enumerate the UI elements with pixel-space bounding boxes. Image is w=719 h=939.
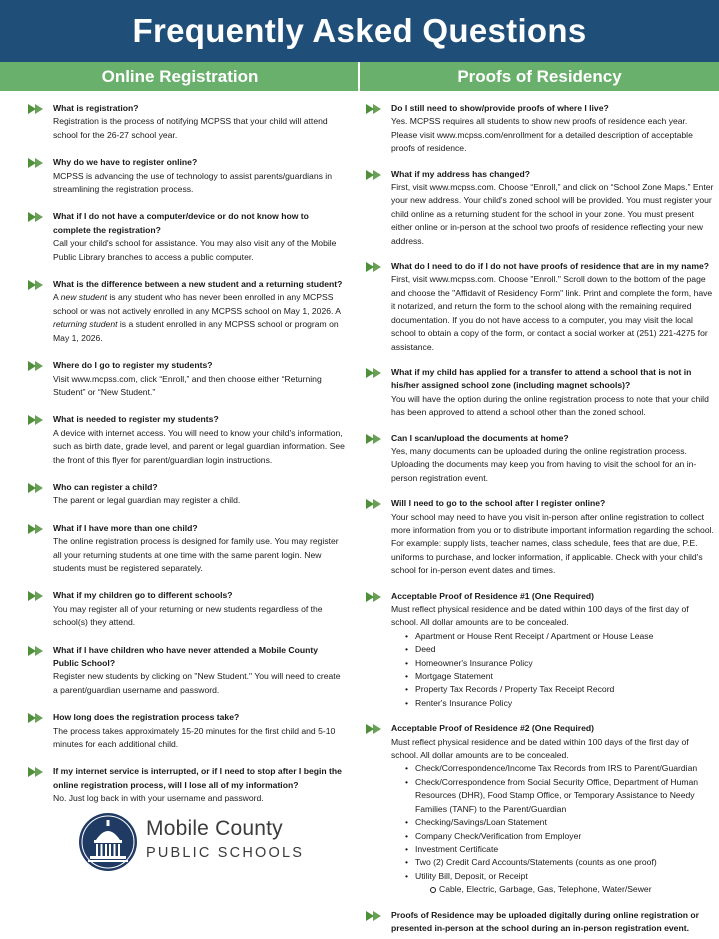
faq-question: Who can register a child? [53,481,158,492]
double-arrow-icon [28,361,46,371]
double-arrow-icon [28,483,46,493]
list-item: • Check/Correspondence/Income Tax Records from IRS to Parent/Guardian [405,762,714,775]
double-arrow-icon [28,158,46,168]
faq-answer: You may register all of your returning or new students regardless of the school(s) they attend. [53,603,323,628]
double-arrow-icon [366,499,384,509]
faq-question: Why do we have to register online? [53,157,198,168]
faq-item [28,589,346,629]
capitol-dome-icon [78,812,138,872]
faq-item [28,522,346,576]
double-arrow-icon [366,724,384,734]
list-item: • Checking/Savings/Loan Statement [405,816,714,829]
online-registration-column [28,102,346,806]
double-arrow-icon [28,767,46,777]
double-arrow-icon [28,646,46,656]
faq-item [366,497,714,577]
double-arrow-icon [28,713,46,723]
list-item: • Two (2) Credit Card Accounts/Statements (counts as one proof) [405,856,714,869]
faq-question: What is the difference between a new student and a returning student? [53,279,343,290]
faq-item [28,210,346,264]
double-arrow-icon [28,104,46,114]
faq-item [28,359,346,399]
faq-item [28,765,346,805]
faq-item [28,644,346,698]
list-item [405,870,714,897]
double-arrow-icon [366,911,384,921]
faq-answer: Registration is the process of notifying MCPSS that your child will attend school for the 26-27 school year. [53,116,328,140]
faq-answer: Register new students by clicking on "New Student." You will need to create a parent/guardian username and password. [53,671,341,695]
faq-item [28,413,346,467]
list-item: • Mortgage Statement [405,670,714,683]
faq-question: What if my children go to different schools? [53,590,233,601]
sub-list [429,883,714,896]
faq-question: What if I do not have a computer/device or do not know how to complete the registration? [53,211,309,235]
faq-item [366,432,714,486]
double-arrow-icon [366,434,384,444]
faq-answer: Visit www.mcpss.com, click “Enroll,” and then choose either “Returning Student” or “New Student.” [53,373,322,397]
proof-list [405,630,714,710]
faq-item [366,260,714,354]
faq-question: Do I still need to show/provide proofs of where I live? [391,103,609,113]
faq-item [28,711,346,751]
faq-item [366,366,714,420]
faq-answer: First, visit www.mcpss.com. Choose “Enroll,” and click on “School Zone Maps.” Enter your new address. Your child's zoned school will be provided. You must register your child online as a returning student for the school in your zone. You must present either online or in-person at the school two proofs of residence reflecting your new address. [391,182,714,246]
faq-answer: Your school may need to have you visit in-person after online registration to collect more information from you or to distribute important information regarding the school. For example: supply lists, teacher names, class schedule, fees that are due, P.E. uniforms to purchase, and locker information, if applicable. Check with your child's school for in-person event dates and times. [391,511,714,576]
faq-answer: MCPSS is advancing the use of technology to assist parents/guardians in streamlining the registration process. [53,170,332,195]
faq-item [366,102,714,156]
mcpss-logo [78,812,328,876]
proof-list [405,762,714,896]
page-title: Frequently Asked Questions [0,0,719,62]
list-item-text: Utility Bill, Deposit, or Receipt [415,870,528,881]
faq-answer: Yes, many documents can be uploaded during the online registration process. Uploading the documents may keep you from having to visit the school for an in-person registration event. [391,445,697,483]
section-header-online-registration: Online Registration [0,62,360,91]
list-item: • Investment Certificate [405,843,714,856]
faq-answer: A device with internet access. You will need to know your child's information, such as birth date, grade level, and parent or legal guardian information. See the front of this flyer for parent/guardian login instructions. [53,427,345,465]
faq-note: Proofs of Residence may be uploaded digitally during online registration or presented in-person at the school during an in-person registration event. [391,909,699,933]
double-arrow-icon [366,170,384,180]
answer-text: is any student who has never been enrolled in any MCPSS school or was not actively enrolled in any MCPSS school on May 1, 2026. A [53,292,341,316]
double-arrow-icon [366,592,384,602]
list-item: • Property Tax Records / Property Tax Receipt Record [405,683,714,696]
section-header-proofs-of-residency: Proofs of Residency [360,62,719,91]
faq-question: Acceptable Proof of Residence #1 (One Required) [391,590,594,601]
faq-answer: Must reflect physical residence and be dated within 100 days of the first day of school. All dollar amounts are to be concealed. [391,736,689,761]
faq-question: What if my child has applied for a transfer to attend a school that is not in his/her assigned school zone (including magnet schools)? [391,366,692,391]
faq-question: What is registration? [53,103,139,113]
faq-question: What if my address has changed? [391,168,530,179]
faq-answer: First, visit www.mcpss.com. Choose "Enroll." Scroll down to the bottom of the page and choose the "Affidavit of Residency Form" link. Print and complete the form, have it notarized, and return the form to the school along with the remaining required documentation. If you do not have access to a computer, you may visit the local school to obtain a copy of the form, or contact a social worker at (251) 221-4275 for assistance. [391,274,713,352]
list-item: • Renter's Insurance Policy [405,697,714,710]
answer-text: is a student enrolled in any MCPSS school or program on May 1, 2026. [53,319,339,343]
faq-question: If my internet service is interrupted, or if I need to stop after I begin the online registration process, will I lose all of my information? [53,766,342,790]
faq-answer: Yes. MCPSS requires all students to show new proofs of residence each year. Please visit www.mcpss.com/enrollment for a detailed description of acceptable proofs of residence. [391,116,693,154]
faq-answer: Call your child's school for assistance. You may also visit any of the Mobile Public Library branches to access a public computer. [53,238,337,262]
term-returning-student: returning student [53,319,118,330]
faq-item [366,722,714,896]
sub-list-item: Cable, Electric, Garbage, Gas, Telephone, Water/Sewer [429,883,714,896]
list-item: • Check/Correspondence from Social Security Office, Department of Human Resources (DHR), Food Stamp Office, or Temporary Assistance to Needy Families (TANF) to the Parent/Guardian [405,776,714,816]
double-arrow-icon [28,212,46,222]
term-new-student: new student [60,292,107,303]
faq-question: Will I need to go to the school after I register online? [391,498,606,509]
faq-question: What if I have children who have never attended a Mobile County Public School? [53,644,319,668]
double-arrow-icon [366,104,384,114]
faq-answer: No. Just log back in with your username and password. [53,793,264,804]
answer-text: A [53,292,61,303]
faq-item [366,909,714,936]
list-item: • Homeowner's Insurance Policy [405,657,714,670]
double-arrow-icon [28,524,46,534]
logo-text-line2: PUBLIC SCHOOLS [146,845,305,861]
faq-item [366,590,714,711]
faq-answer: The parent or legal guardian may register a child. [53,495,241,506]
faq-item [366,168,714,248]
double-arrow-icon [28,591,46,601]
faq-answer: The online registration process is designed for family use. You may register all your returning students at one time with the same parent login. New students must be registered separately. [53,536,339,573]
double-arrow-icon [28,415,46,425]
faq-answer: You will have the option during the online registration process to note that your child has been approved to attend a school other than the zoned school. [391,393,709,418]
list-item: • Apartment or House Rent Receipt / Apartment or House Lease [405,630,714,643]
list-item: • Deed [405,643,714,656]
faq-question: Can I scan/upload the documents at home? [391,432,569,443]
faq-item [28,481,346,508]
double-arrow-icon [28,280,46,290]
proofs-of-residency-column [366,102,714,935]
faq-answer [53,291,346,345]
faq-item [28,278,346,345]
faq-question: What if I have more than one child? [53,522,198,533]
faq-question: What do I need to do if I do not have proofs of residence that are in my name? [391,261,710,272]
double-arrow-icon [366,262,384,272]
faq-item [28,156,346,196]
faq-question: What is needed to register my students? [53,414,219,425]
double-arrow-icon [366,368,384,378]
faq-question: Acceptable Proof of Residence #2 (One Required) [391,723,594,734]
faq-question: How long does the registration process take? [53,712,240,723]
faq-item [28,102,346,142]
faq-question: Where do I go to register my students? [53,360,213,371]
faq-answer: Must reflect physical residence and be dated within 100 days of the first day of school. All dollar amounts are to be concealed. [391,604,689,628]
faq-answer: The process takes approximately 15-20 minutes for the first child and 5-10 minutes for each additional child. [53,725,336,750]
list-item: • Company Check/Verification from Employer [405,830,714,843]
logo-text-line1: Mobile County [146,817,283,840]
